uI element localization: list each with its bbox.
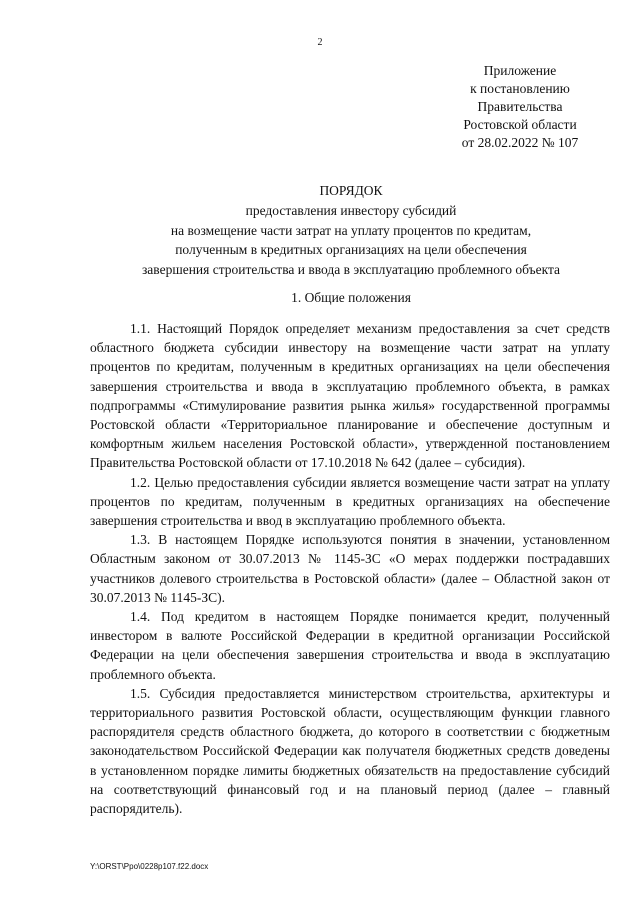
subtitle-line: на возмещение части затрат на уплату процентов по кредитам, <box>170 222 532 238</box>
annex-line: Приложение <box>483 63 557 78</box>
annex-line: к постановлению <box>470 81 570 96</box>
annex-line: Ростовской области <box>463 117 577 132</box>
subtitle-line: полученным в кредитных организациях на цели обеспечения <box>175 242 527 257</box>
subtitle-line: предоставления инвестору субсидий <box>245 203 457 218</box>
paragraph-1-5: 1.5. Субсидия предоставляется министерством строительства, архитектуры и территориального развития Ростовской области, осуществляющим функции главного распорядителя средств областного бюджета, до которого в соответствии с бюджетным законодательством Российской Федерации как получателя бюджетных средств доведены в установленном порядке лимиты бюджетных обязательств на предоставление субсидий на соответствующий финансовый год и на плановый период (далее – главный распорядитель). <box>90 685 610 817</box>
document-subtitle <box>60 201 640 279</box>
paragraph-1-1: 1.1. Настоящий Порядок определяет механизм предоставления за счет средств областного бюджета субсидии инвестору на возмещение части затрат на уплату процентов по кредитам, полученным в кредитных организациях на цели обеспечения завершения строительства и ввода в эксплуатацию проблемного объекта, в рамках подпрограммы «Стимулирование развития рынка жилья» государственной программы Ростовской области «Территориальное планирование и обеспечение доступным и комфортным жильем населения Ростовской области», утвержденной постановлением Правительства Ростовской области от 17.10.2018 № 642 (далее – субсидия). <box>90 321 610 471</box>
page-number: 2 <box>317 37 323 48</box>
annex-block <box>440 62 600 152</box>
paragraph-1-2: 1.2. Целью предоставления субсидии является возмещение части затрат на уплату процентов по кредитам, полученным в кредитных организациях на обеспечение завершения строительства и ввод в эксплуатацию проблемного объекта. <box>90 474 610 529</box>
paragraph-1-4: 1.4. Под кредитом в настоящем Порядке понимается кредит, полученный инвестором в валюте Российской Федерации в кредитной организации Российской Федерации на цели обеспечения завершения строительства и ввода в эксплуатацию проблемного объекта. <box>90 609 610 682</box>
annex-line: Правительства <box>477 99 563 114</box>
section-heading: 1. Общие положения <box>291 290 411 305</box>
footer-file-path: Y:\ORST\Ppo\0228p107.f22.docx <box>90 862 209 871</box>
subtitle-line: завершения строительства и ввода в эксплуатацию проблемного объекта <box>141 261 561 277</box>
document-title: ПОРЯДОК <box>319 183 383 198</box>
annex-line: от 28.02.2022 № 107 <box>461 135 579 150</box>
paragraph-1-3: 1.3. В настоящем Порядке используются понятия в значении, установленном Областным законом от 30.07.2013 № 1145-ЗС «О мерах поддержки пострадавших участников долевого строительства в Ростовской области» (далее – Областной закон от 30.07.2013 № 1145-ЗС). <box>90 532 610 605</box>
document-body <box>90 319 610 818</box>
